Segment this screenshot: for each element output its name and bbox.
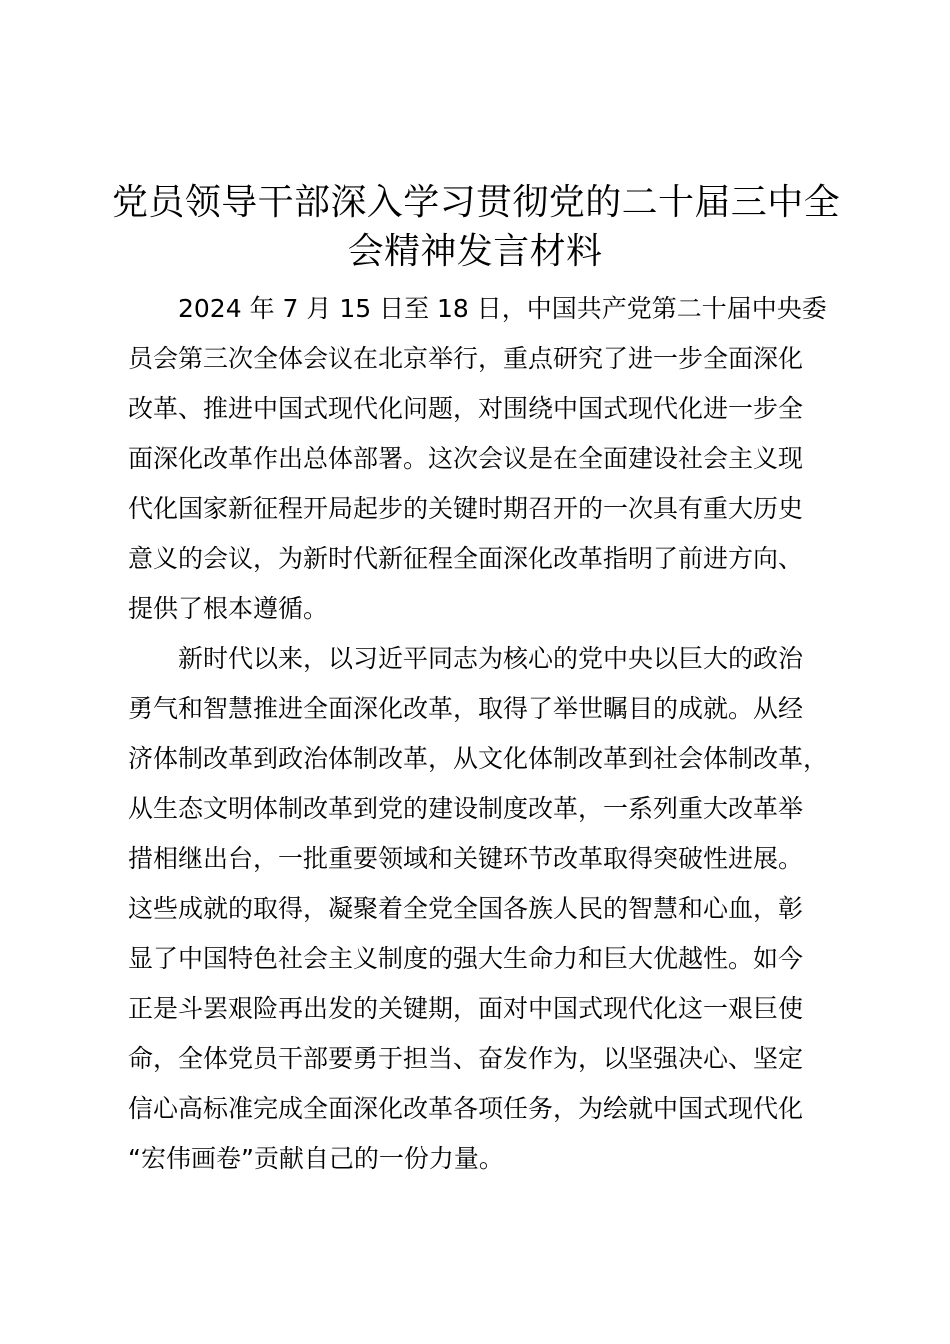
title-line: 会精神发言材料 bbox=[347, 231, 603, 272]
paragraph-line: 这些成就的取得，凝聚着全党全国各族人民的智慧和心血，彰 bbox=[128, 894, 804, 923]
paragraph-line: 从生态文明体制改革到党的建设制度改革，一系列重大改革举 bbox=[128, 794, 804, 823]
paragraph-line: 新时代以来，以习近平同志为核心的党中央以巨大的政治 bbox=[178, 644, 804, 673]
paragraph-1 bbox=[128, 284, 848, 634]
paragraph-line: 提供了根本遵循。 bbox=[128, 594, 329, 623]
paragraph-line: 信心高标准完成全面深化改革各项任务，为绘就中国式现代化 bbox=[128, 1094, 804, 1123]
paragraph-line: 改革、推进中国式现代化问题，对围绕中国式现代化进一步全 bbox=[128, 394, 804, 423]
paragraph-line: 代化国家新征程开局起步的关键时期召开的一次具有重大历史 bbox=[128, 494, 804, 523]
document-body bbox=[128, 284, 848, 1184]
paragraph-line: 措相继出台，一批重要领域和关键环节改革取得突破性进展。 bbox=[128, 844, 804, 873]
paragraph-line: 正是斗罢艰险再出发的关键期，面对中国式现代化这一艰巨使 bbox=[128, 994, 804, 1023]
paragraph-line: 意义的会议，为新时代新征程全面深化改革指明了前进方向、 bbox=[128, 544, 804, 573]
title-line: 党员领导干部深入学习贯彻党的二十届三中全 bbox=[112, 182, 841, 223]
paragraph-line: 济体制改革到政治体制改革，从文化体制改革到社会体制改革， bbox=[128, 744, 829, 773]
paragraph-line: 2024 年 7 月 15 日至 18 日，中国共产党第二十届中央委 bbox=[178, 294, 827, 323]
paragraph-line: 显了中国特色社会主义制度的强大生命力和巨大优越性。如今 bbox=[128, 944, 804, 973]
paragraph-line: “宏伟画卷”贡献自己的一份力量。 bbox=[128, 1144, 504, 1173]
paragraph-2 bbox=[128, 634, 848, 1184]
document-title bbox=[112, 178, 841, 276]
paragraph-line: 员会第三次全体会议在北京举行，重点研究了进一步全面深化 bbox=[128, 344, 804, 373]
paragraph-line: 勇气和智慧推进全面深化改革，取得了举世瞩目的成就。从经 bbox=[128, 694, 804, 723]
paragraph-line: 命，全体党员干部要勇于担当、奋发作为，以坚强决心、坚定 bbox=[128, 1044, 804, 1073]
paragraph-line: 面深化改革作出总体部署。这次会议是在全面建设社会主义现 bbox=[128, 444, 804, 473]
